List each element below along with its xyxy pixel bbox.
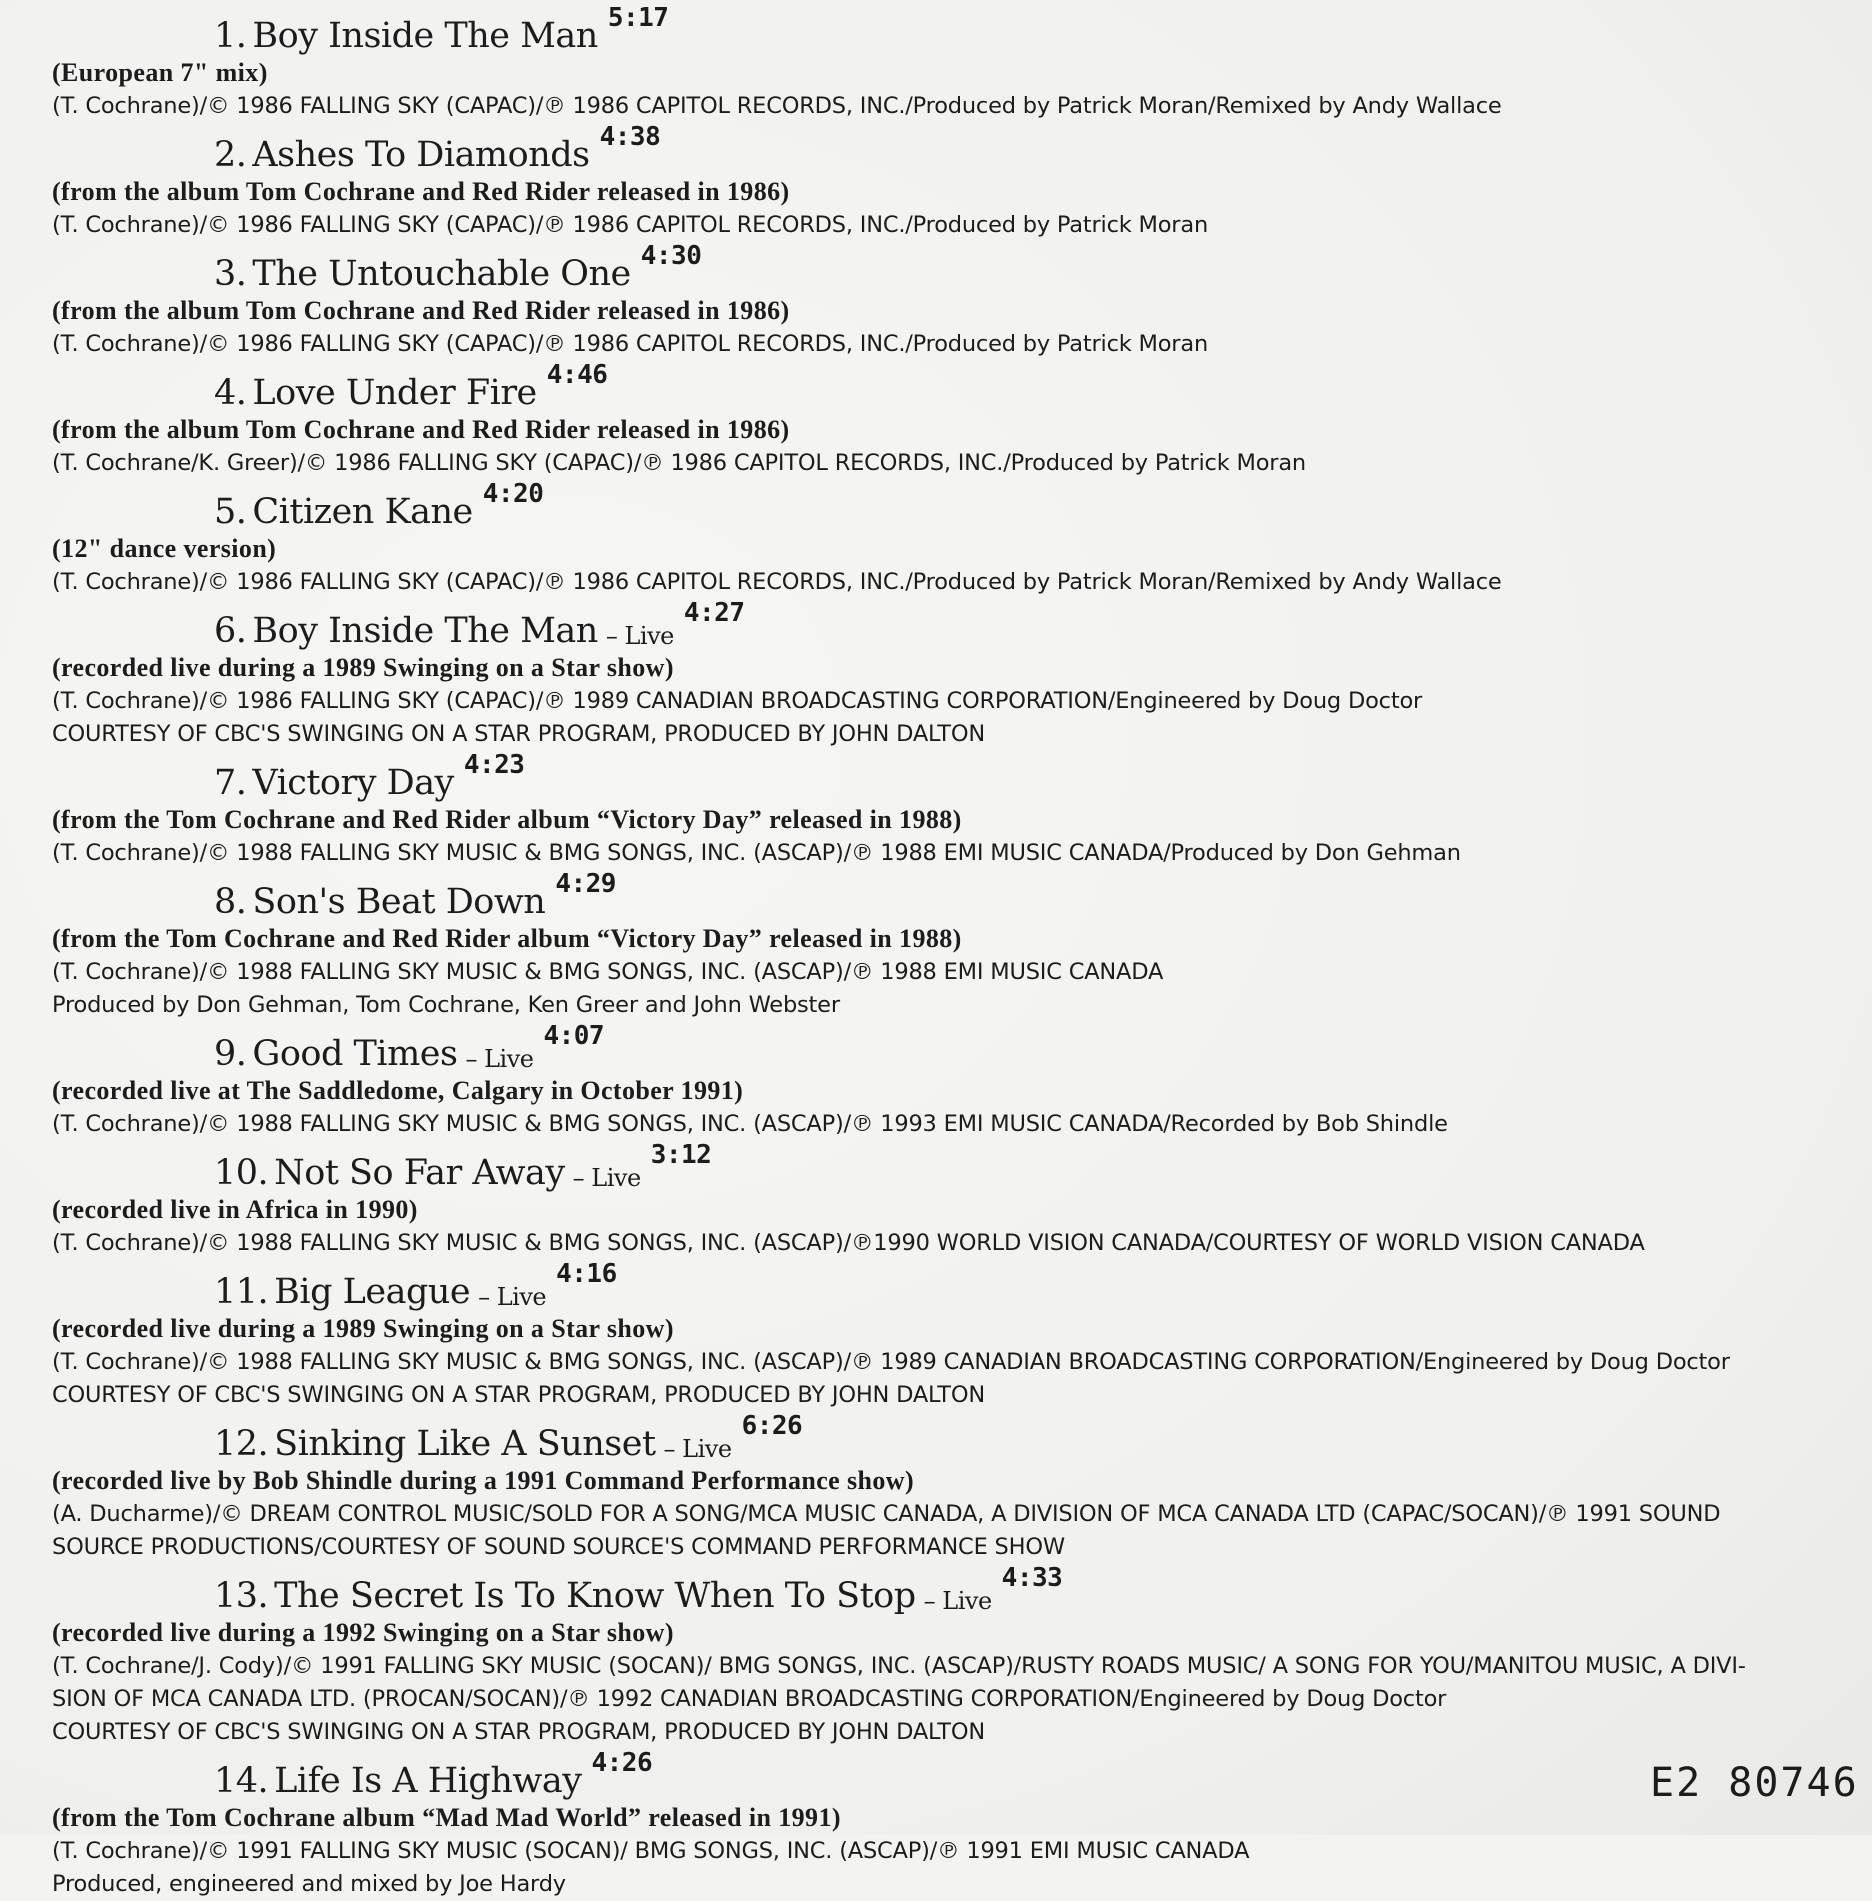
track-title: The Secret Is To Know When To Stop [274, 1576, 916, 1616]
track-title-line [214, 242, 1832, 294]
track-title-line [214, 4, 1832, 56]
track-credit: (T. Cochrane/J. Cody)/© 1991 FALLING SKY MUSIC (SOCAN)/ BMG SONGS, INC. (ASCAP)/RUSTY ROADS MUSIC/ A SONG FOR YOU/MANITOU MUSIC, A DIVI- [52, 1653, 1746, 1679]
track-title: The Untouchable One [252, 254, 631, 294]
track-title: Victory Day [252, 763, 454, 803]
track-list [52, 4, 1832, 1901]
track-number: 8. [214, 882, 247, 922]
track-entry [52, 1564, 1832, 1749]
track-title-line [214, 599, 1832, 651]
track-live-tag: – Live [478, 1283, 547, 1311]
track-entry [52, 599, 1832, 751]
track-duration: 4:46 [546, 360, 608, 390]
track-live-tag: – Live [663, 1435, 732, 1463]
track-duration: 4:23 [463, 750, 525, 780]
track-note: (recorded live during a 1992 Swinging on a Star show) [52, 1618, 674, 1647]
track-title: Life Is A Highway [274, 1761, 582, 1801]
track-title-line [214, 1141, 1832, 1193]
track-credit: (A. Ducharme)/© DREAM CONTROL MUSIC/SOLD FOR A SONG/MCA MUSIC CANADA, A DIVISION OF MCA CANADA LTD (CAPAC/SOCAN)/℗ 1991 SOUND [52, 1501, 1721, 1527]
track-duration: 5:17 [607, 3, 669, 33]
track-duration: 4:20 [482, 479, 544, 509]
track-entry [52, 1022, 1832, 1141]
track-credit: (T. Cochrane)/© 1986 FALLING SKY (CAPAC)/℗ 1986 CAPITOL RECORDS, INC./Produced by Patrick Moran/Remixed by Andy Wallace [52, 93, 1502, 119]
track-entry [52, 870, 1832, 1022]
track-title-line [214, 1260, 1832, 1312]
track-title-line [214, 480, 1832, 532]
track-title-line [214, 1412, 1832, 1464]
track-note: (from the album Tom Cochrane and Red Rider released in 1986) [52, 415, 790, 444]
track-title-line [214, 361, 1832, 413]
track-note: (European 7" mix) [52, 58, 268, 87]
track-number: 7. [214, 763, 247, 803]
track-live-tag: – Live [465, 1045, 534, 1073]
track-note: (recorded live at The Saddledome, Calgary in October 1991) [52, 1076, 744, 1105]
track-duration: 4:27 [683, 598, 745, 628]
track-duration: 6:26 [741, 1411, 803, 1441]
track-number: 1. [214, 16, 247, 56]
track-title-line [214, 1749, 1832, 1801]
track-title-line [214, 1564, 1832, 1616]
track-entry [52, 480, 1832, 599]
track-note: (from the Tom Cochrane album “Mad Mad World” released in 1991) [52, 1803, 841, 1832]
track-note: (recorded live by Bob Shindle during a 1991 Command Performance show) [52, 1466, 915, 1495]
track-note: (from the album Tom Cochrane and Red Rider released in 1986) [52, 296, 790, 325]
track-note: (recorded live during a 1989 Swinging on a Star show) [52, 1314, 674, 1343]
track-note: (from the album Tom Cochrane and Red Rider released in 1986) [52, 177, 790, 206]
track-number: 12. [214, 1424, 269, 1464]
track-number: 6. [214, 611, 247, 651]
track-entry [52, 242, 1832, 361]
track-duration: 4:16 [556, 1259, 617, 1289]
track-title: Sinking Like A Sunset [274, 1424, 656, 1464]
track-title-line [214, 751, 1832, 803]
track-number: 3. [214, 254, 247, 294]
track-entry [52, 1260, 1832, 1412]
track-live-tag: – Live [605, 622, 674, 650]
track-credit: (T. Cochrane)/© 1986 FALLING SKY (CAPAC)/℗ 1986 CAPITOL RECORDS, INC./Produced by Patrick Moran [52, 331, 1208, 357]
catalog-number: E2 80746 [1650, 1760, 1859, 1806]
track-title: Love Under Fire [252, 373, 537, 413]
track-live-tag: – Live [923, 1587, 992, 1615]
track-credit: (T. Cochrane)/© 1988 FALLING SKY MUSIC & BMG SONGS, INC. (ASCAP)/℗ 1989 CANADIAN BROADCASTING CORPORATION/Engineered by Doug Doctor [52, 1349, 1730, 1375]
track-number: 4. [214, 373, 247, 413]
track-title: Boy Inside The Man [252, 16, 598, 56]
track-note: (from the Tom Cochrane and Red Rider album “Victory Day” released in 1988) [52, 805, 962, 834]
track-duration: 3:12 [650, 1140, 712, 1170]
track-number: 9. [214, 1034, 247, 1074]
track-number: 11. [214, 1272, 269, 1312]
track-credit: (T. Cochrane)/© 1986 FALLING SKY (CAPAC)/℗ 1989 CANADIAN BROADCASTING CORPORATION/Engineered by Doug Doctor [52, 688, 1423, 714]
track-live-tag: – Live [572, 1164, 641, 1192]
track-credit: Produced by Don Gehman, Tom Cochrane, Ken Greer and John Webster [52, 992, 840, 1018]
track-number: 2. [214, 135, 247, 175]
track-credit: (T. Cochrane)/© 1988 FALLING SKY MUSIC & BMG SONGS, INC. (ASCAP)/℗1990 WORLD VISION CANADA/COURTESY OF WORLD VISION CANADA [52, 1230, 1645, 1256]
track-credit: (T. Cochrane)/© 1986 FALLING SKY (CAPAC)/℗ 1986 CAPITOL RECORDS, INC./Produced by Patrick Moran/Remixed by Andy Wallace [52, 569, 1502, 595]
track-duration: 4:26 [591, 1748, 653, 1778]
track-credit: SOURCE PRODUCTIONS/COURTESY OF SOUND SOURCE'S COMMAND PERFORMANCE SHOW [52, 1534, 1065, 1560]
track-credit: (T. Cochrane)/© 1986 FALLING SKY (CAPAC)/℗ 1986 CAPITOL RECORDS, INC./Produced by Patrick Moran [52, 212, 1208, 238]
track-title: Boy Inside The Man [252, 611, 598, 651]
track-duration: 4:29 [555, 869, 616, 899]
track-credit: COURTESY OF CBC'S SWINGING ON A STAR PROGRAM, PRODUCED BY JOHN DALTON [52, 1719, 985, 1745]
track-duration: 4:33 [1001, 1563, 1063, 1593]
track-credit: COURTESY OF CBC'S SWINGING ON A STAR PROGRAM, PRODUCED BY JOHN DALTON [52, 721, 985, 747]
track-entry [52, 751, 1832, 870]
track-duration: 4:30 [640, 241, 702, 271]
track-title: Son's Beat Down [252, 882, 546, 922]
track-note: (recorded live in Africa in 1990) [52, 1195, 418, 1224]
track-title-line [214, 870, 1832, 922]
track-credit: COURTESY OF CBC'S SWINGING ON A STAR PROGRAM, PRODUCED BY JOHN DALTON [52, 1382, 985, 1408]
track-number: 13. [214, 1576, 269, 1616]
track-entry [52, 361, 1832, 480]
track-entry [52, 123, 1832, 242]
track-credit: (T. Cochrane)/© 1988 FALLING SKY MUSIC & BMG SONGS, INC. (ASCAP)/℗ 1988 EMI MUSIC CANADA [52, 959, 1164, 985]
track-credit: Produced, engineered and mixed by Joe Hardy [52, 1871, 566, 1897]
track-title-line [214, 1022, 1832, 1074]
track-credit: (T. Cochrane)/© 1988 FALLING SKY MUSIC & BMG SONGS, INC. (ASCAP)/℗ 1993 EMI MUSIC CANADA/Recorded by Bob Shindle [52, 1111, 1448, 1137]
track-note: (12" dance version) [52, 534, 277, 563]
track-entry [52, 4, 1832, 123]
track-title: Not So Far Away [274, 1153, 565, 1193]
track-title-line [214, 123, 1832, 175]
track-number: 10. [214, 1153, 269, 1193]
track-duration: 4:38 [599, 122, 661, 152]
track-title: Citizen Kane [252, 492, 473, 532]
track-title: Big League [274, 1272, 471, 1312]
track-number: 14. [214, 1761, 269, 1801]
track-number: 5. [214, 492, 247, 532]
track-entry [52, 1412, 1832, 1564]
track-title: Good Times [252, 1034, 458, 1074]
track-credit: SION OF MCA CANADA LTD. (PROCAN/SOCAN)/℗ 1992 CANADIAN BROADCASTING CORPORATION/Engineered by Doug Doctor [52, 1686, 1447, 1712]
track-credit: (T. Cochrane/K. Greer)/© 1986 FALLING SKY (CAPAC)/℗ 1986 CAPITOL RECORDS, INC./Produced by Patrick Moran [52, 450, 1306, 476]
track-note: (from the Tom Cochrane and Red Rider album “Victory Day” released in 1988) [52, 924, 962, 953]
track-title: Ashes To Diamonds [252, 135, 590, 175]
track-duration: 4:07 [543, 1021, 605, 1051]
track-entry [52, 1141, 1832, 1260]
track-note: (recorded live during a 1989 Swinging on a Star show) [52, 653, 674, 682]
track-credit: (T. Cochrane)/© 1991 FALLING SKY MUSIC (SOCAN)/ BMG SONGS, INC. (ASCAP)/℗ 1991 EMI MUSIC CANADA [52, 1838, 1250, 1864]
track-entry [52, 1749, 1832, 1901]
track-credit: (T. Cochrane)/© 1988 FALLING SKY MUSIC & BMG SONGS, INC. (ASCAP)/℗ 1988 EMI MUSIC CANADA/Produced by Don Gehman [52, 840, 1461, 866]
